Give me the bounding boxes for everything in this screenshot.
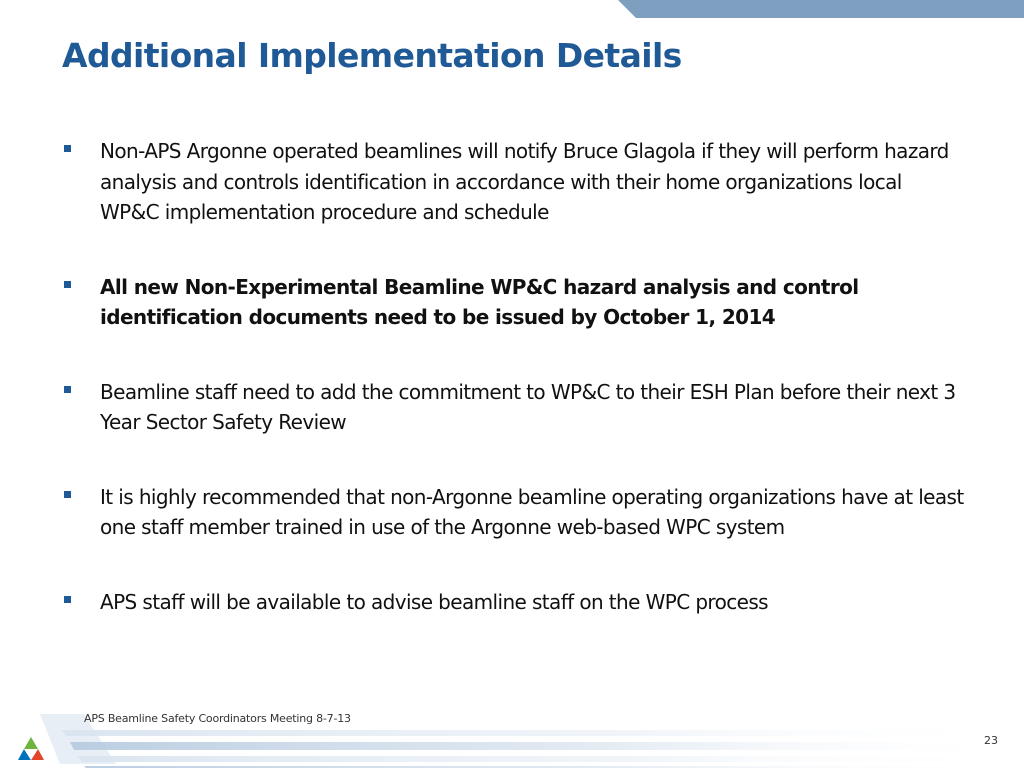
- square-bullet-icon: [64, 491, 71, 498]
- bullet-item-esh-plan: [64, 377, 964, 438]
- bullet-text: Non-APS Argonne operated beamlines will notify Bruce Glagola if they will perform hazard analysis and controls identification in accordance with their home organizations local WP&C implementation procedure and schedule: [100, 139, 949, 224]
- top-decorative-band: [0, 0, 1024, 18]
- square-bullet-icon: [64, 281, 71, 288]
- footer-meeting-text: APS Beamline Safety Coordinators Meeting 8-7-13: [84, 712, 351, 725]
- bullet-list: [64, 136, 964, 661]
- square-bullet-icon: [64, 386, 71, 393]
- slide-title: Additional Implementation Details: [62, 36, 682, 75]
- argonne-logo-icon: [16, 736, 46, 762]
- bullet-item-wpc-training: [64, 482, 964, 543]
- square-bullet-icon: [64, 145, 71, 152]
- square-bullet-icon: [64, 596, 71, 603]
- bullet-item-deadline: [64, 272, 964, 333]
- bullet-text: All new Non-Experimental Beamline WP&C hazard analysis and control identification documents need to be issued by October 1, 2014: [100, 274, 859, 329]
- page-number: 23: [984, 734, 998, 747]
- bullet-text: It is highly recommended that non-Argonne beamline operating organizations have at least one staff member trained in use of the Argonne web-based WPC system: [100, 484, 964, 539]
- bullet-item-aps-advise: [64, 587, 964, 618]
- bullet-text: APS staff will be available to advise beamline staff on the WPC process: [100, 589, 768, 614]
- bullet-item-notify-glagola: [64, 136, 964, 228]
- bullet-text: Beamline staff need to add the commitment to WP&C to their ESH Plan before their next 3 Year Sector Safety Review: [100, 379, 956, 434]
